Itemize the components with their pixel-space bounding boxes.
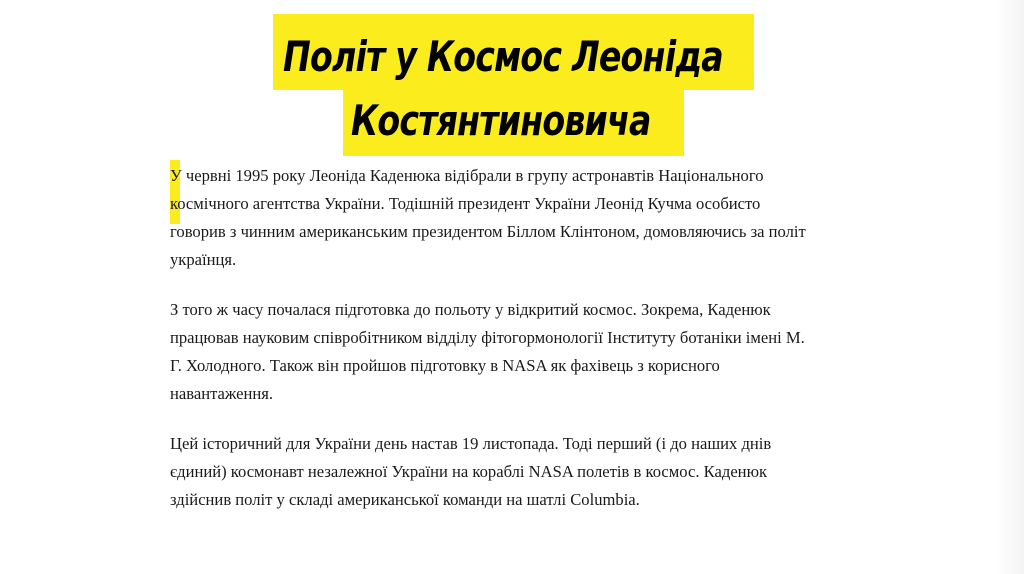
paragraph-3 [170,430,820,514]
paragraph-line: українця. [170,250,237,269]
title-line-1: Політ у Космос Леоніда [283,32,723,81]
paragraph-line: Г. Холодного. Також він пройшов підготовку в NASA як фахівець з корисного [170,356,720,375]
paragraph-line: космічного агентства України. Тодішній президент України Леонід Кучма особисто [170,194,761,213]
paragraph-line: єдиний) космонавт незалежної України на кораблі NASA полетів в космос. Каденюк [170,462,768,481]
paragraph-line: говорив з чинним американським президентом Біллом Клінтоном, домовляючись за політ [170,222,806,241]
paragraph-line: У червні 1995 року Леоніда Каденюка відібрали в групу астронавтів Національного [170,166,764,185]
paragraph-1 [170,162,820,274]
paragraph-line: здійснив політ у складі американської команди на шатлі Columbia. [170,490,640,509]
paragraph-2 [170,296,820,408]
paragraph-line: З того ж часу почалася підготовка до польоту у відкритий космос. Зокрема, Каденюк [170,300,771,319]
paragraph-line: працював науковим співробітником відділу фітогормонології Інституту ботаніки імені М. [170,328,805,347]
title-line-2: Костянтиновича [351,96,651,145]
paragraph-line: навантаження. [170,384,274,403]
body-text [170,162,820,536]
paragraph-line: Цей історичний для України день настав 19 листопада. Тоді перший (і до наших днів [170,434,772,453]
title-block [0,0,1024,160]
